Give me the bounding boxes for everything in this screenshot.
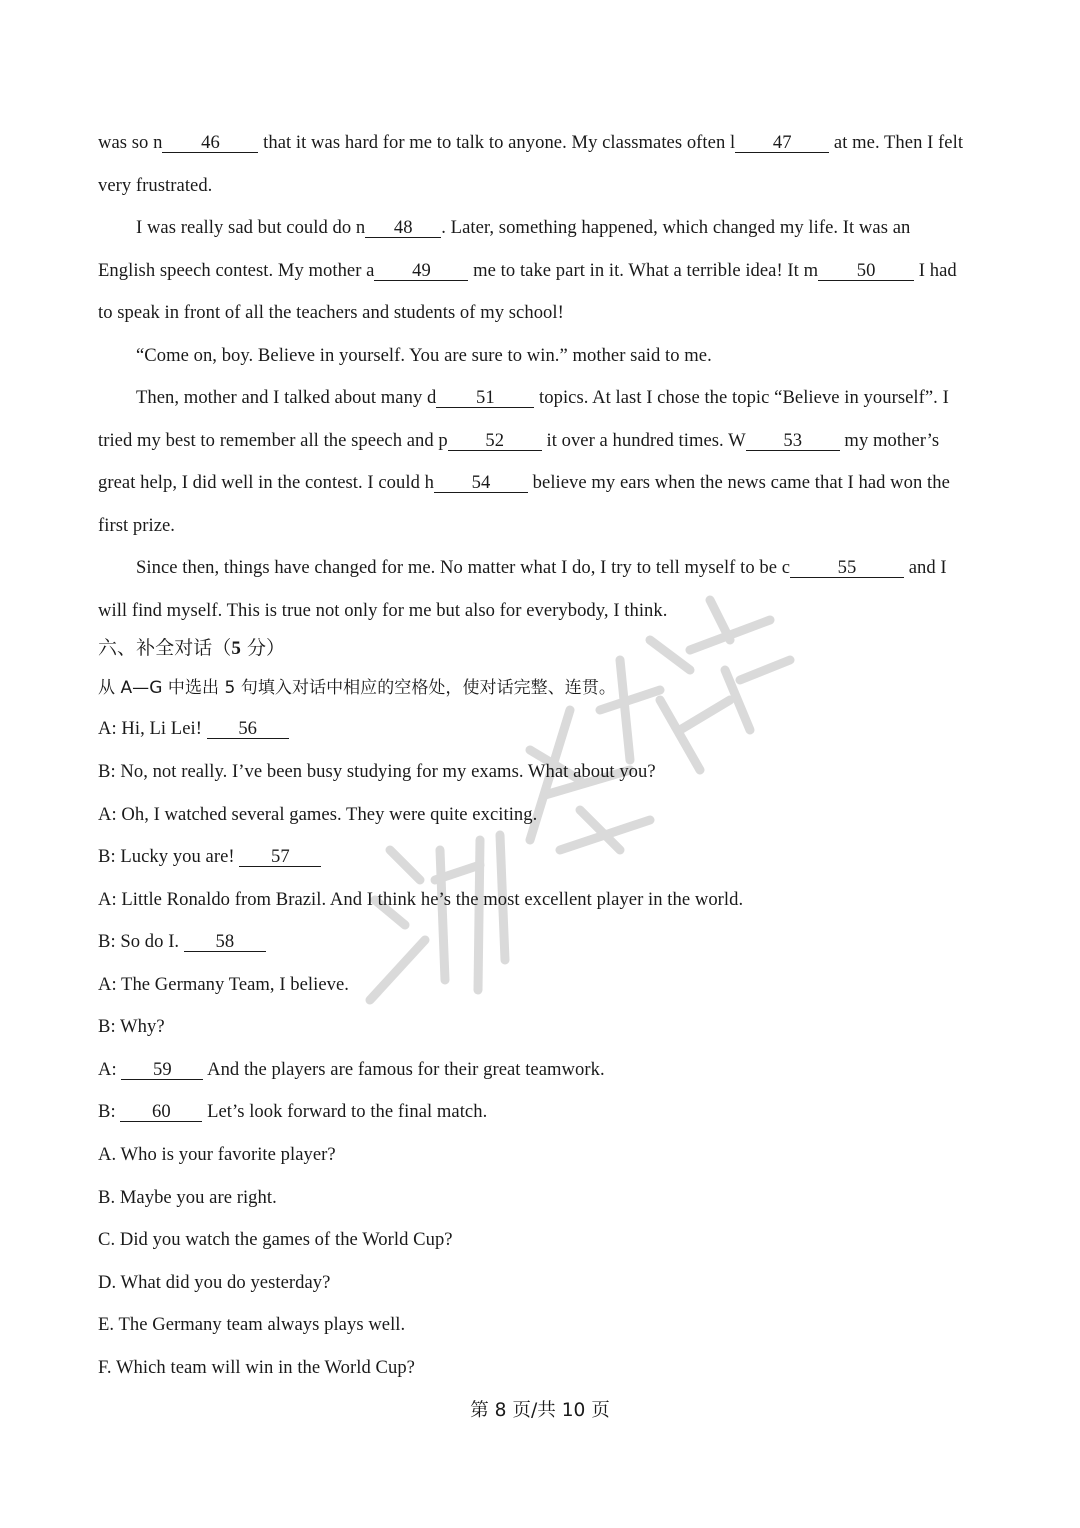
passage-line-6: “Come on, boy. Believe in yourself. You are sure to win.” mother said to me.: [136, 345, 712, 366]
dialogue-line-6: B: So do I. 58: [98, 930, 980, 954]
blank-57: 57: [239, 847, 321, 867]
blank-53: 53: [746, 431, 840, 451]
passage-line-7: Then, mother and I talked about many d 51 topics. At last I chose the topic “Believe in yourself”. I: [136, 387, 949, 408]
option-d: D. What did you do yesterday?: [98, 1272, 331, 1293]
blank-58: 58: [184, 932, 266, 952]
blank-51: 51: [436, 388, 534, 408]
dialogue-line-7: A: The Germany Team, I believe.: [98, 974, 350, 995]
blank-56: 56: [207, 719, 289, 739]
dialogue-line-1: A: Hi, Li Lei! 56: [98, 717, 980, 741]
passage-line-11: Since then, things have changed for me. No matter what I do, I try to tell myself to be c 55 and I: [136, 557, 947, 578]
passage-line-3: I was really sad but could do n 48 . Later, something happened, which changed my life. It was an: [136, 217, 911, 238]
section-heading: 六、补全对话（5 分）: [98, 637, 286, 659]
option-b: B. Maybe you are right.: [98, 1187, 277, 1208]
passage-line-2: very frustrated.: [98, 175, 213, 196]
option-f: F. Which team will win in the World Cup?: [98, 1357, 415, 1378]
dialogue-line-4: B: Lucky you are! 57: [98, 845, 980, 869]
passage-line-4: English speech contest. My mother a 49 me to take part in it. What a terrible idea! It m 50 I had: [98, 260, 957, 281]
dialogue-line-3: A: Oh, I watched several games. They were quite exciting.: [98, 804, 538, 825]
section-instruction: 从 A—G 中选出 5 句填入对话中相应的空格处，使对话完整、连贯。: [98, 678, 616, 698]
blank-49: 49: [374, 261, 468, 281]
dialogue-line-9: A: 59 And the players are famous for their great teamwork.: [98, 1059, 605, 1080]
blank-52: 52: [448, 431, 542, 451]
passage-line-12: will find myself. This is true not only for me but also for everybody, I think.: [98, 600, 668, 621]
passage-line-10: first prize.: [98, 515, 176, 536]
dialogue-line-10: B: 60 Let’s look forward to the final match.: [98, 1101, 488, 1122]
passage-line-8: tried my best to remember all the speech and p 52 it over a hundred times. W 53 my mother’s: [98, 430, 940, 451]
dialogue-line-2: B: No, not really. I’ve been busy studying for my exams. What about you?: [98, 761, 656, 782]
option-a: A. Who is your favorite player?: [98, 1144, 336, 1165]
blank-46: 46: [162, 133, 258, 153]
blank-55: 55: [790, 558, 904, 578]
blank-54: 54: [434, 473, 528, 493]
blank-59: 59: [121, 1060, 203, 1080]
blank-47: 47: [735, 133, 829, 153]
blank-50: 50: [818, 261, 914, 281]
passage-line-1: was so n 46 that it was hard for me to talk to anyone. My classmates often l 47 at me. Then I felt: [98, 132, 964, 153]
passage-line-9: great help, I did well in the contest. I could h 54 believe my ears when the news came that I had won the: [98, 472, 950, 493]
option-c: C. Did you watch the games of the World Cup?: [98, 1229, 453, 1250]
page-footer: 第 8 页/共 10 页: [470, 1400, 610, 1421]
option-e: E. The Germany team always plays well.: [98, 1314, 406, 1335]
passage-line-5: to speak in front of all the teachers and students of my school!: [98, 302, 564, 323]
blank-60: 60: [120, 1102, 202, 1122]
blank-48: 48: [365, 218, 441, 238]
dialogue-line-8: B: Why?: [98, 1016, 165, 1037]
dialogue-line-5: A: Little Ronaldo from Brazil. And I think he’s the most excellent player in the world.: [98, 889, 744, 910]
